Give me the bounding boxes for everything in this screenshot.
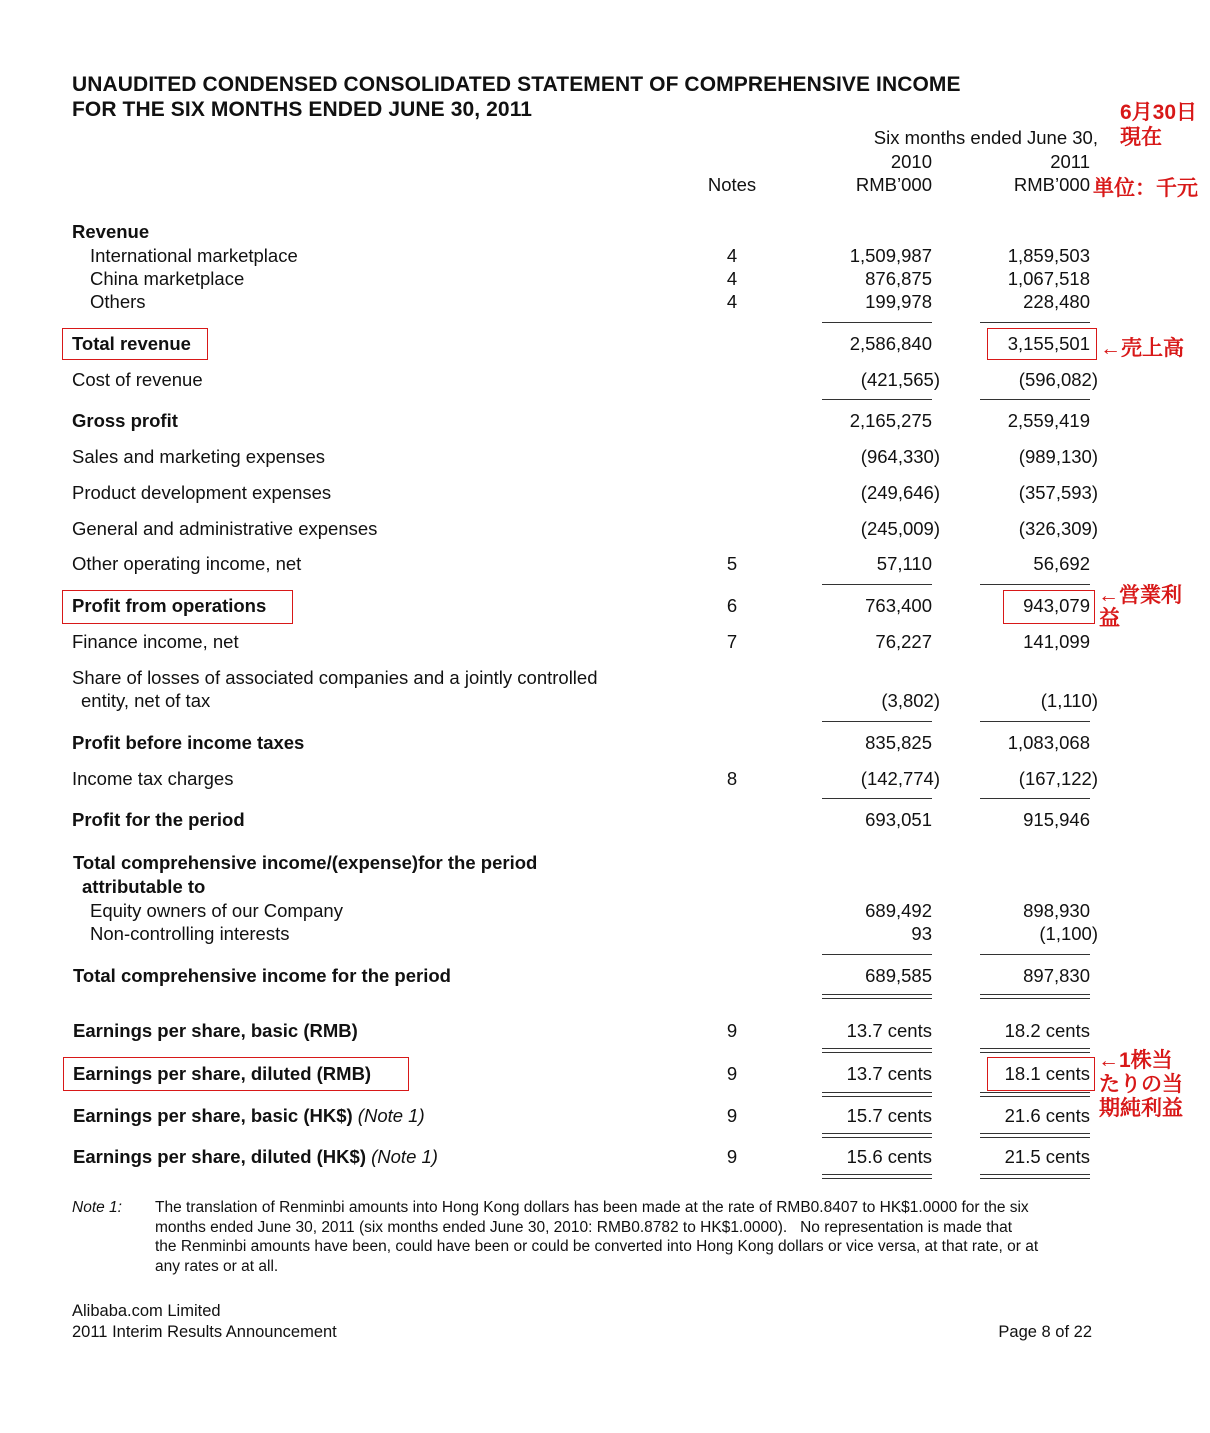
total-double-rule (980, 1133, 1090, 1138)
tci-heading-row (0, 852, 1210, 876)
annotation-current: 現在 (1120, 126, 1162, 149)
eps-basic-hkd-row (0, 1105, 1210, 1129)
annotation-eps-cont2: 期純利益 (1099, 1097, 1183, 1120)
note-ref: 4 (726, 268, 738, 289)
eps-diluted-label-highlight (63, 1057, 409, 1091)
footnote-line: the Renminbi amounts have been, could have been or could be converted into Hong Kong dollars or vice versa, at that rate, or at (155, 1238, 1039, 1255)
value-2010: 876,875 (865, 268, 932, 289)
general-admin-row (0, 518, 1210, 542)
value-2011: 1,067,518 (1007, 268, 1090, 289)
unit-2010-header: RMB’000 (855, 174, 932, 195)
annotation-op-profit: ←営業利 (1098, 584, 1182, 607)
note-1-ref: (Note 1) (357, 1105, 425, 1126)
value-2011: 1,859,503 (1007, 245, 1090, 266)
row-label (73, 1105, 425, 1127)
row-label: Product development expenses (72, 482, 332, 503)
row-label: Non-controlling interests (90, 923, 290, 944)
footnote-line: any rates or at all. (155, 1257, 279, 1275)
note-ref: 9 (726, 1146, 738, 1167)
eps-basic-rmb-row (0, 1020, 1210, 1044)
subtotal-rule (980, 721, 1090, 722)
row-label: China marketplace (90, 268, 245, 289)
product-development-row (0, 482, 1210, 506)
value-2010: 15.7 cents (846, 1105, 932, 1126)
value-2011: 3,155,501 (1007, 333, 1090, 354)
row-label: Earnings per share, diluted (RMB) (73, 1063, 372, 1084)
value-2010: 763,400 (865, 595, 932, 616)
value-2010: 76,227 (875, 631, 932, 652)
note-ref: 5 (726, 553, 738, 574)
tci-total-row (0, 965, 1210, 989)
value-2010: (3,802) (881, 690, 940, 711)
value-2010: (142,774) (860, 768, 940, 789)
profit-ops-label-highlight (62, 590, 293, 624)
gross-profit-row (0, 410, 1210, 434)
share-of-losses-row (0, 667, 1210, 691)
note-ref: 8 (726, 768, 738, 789)
row-label: Total comprehensive income/(expense)for the period (73, 852, 538, 873)
row-label: Others (90, 291, 146, 312)
value-2011: (326,309) (1018, 518, 1098, 539)
value-2010: 57,110 (876, 553, 932, 574)
row-label: entity, net of tax (81, 690, 211, 711)
period-header: Six months ended June 30, (873, 127, 1098, 148)
row-label: Sales and marketing expenses (72, 446, 325, 467)
value-2011: (596,082) (1018, 369, 1098, 390)
eps-label-text: Earnings per share, diluted (HK$) (73, 1146, 366, 1167)
value-2011: 228,480 (1023, 291, 1090, 312)
annotation-revenue: ←売上高 (1100, 337, 1184, 360)
value-2011: (1,110) (1040, 690, 1098, 711)
value-2010: 835,825 (865, 732, 932, 753)
value-2011: 21.5 cents (1004, 1146, 1090, 1167)
note-ref: 9 (726, 1063, 738, 1084)
notes-header: Notes (707, 174, 757, 195)
row-label: Other operating income, net (72, 553, 302, 574)
total-double-rule (822, 1048, 932, 1053)
value-2010: (249,646) (860, 482, 940, 503)
eps-diluted-hkd-row (0, 1146, 1210, 1170)
value-2010: 93 (911, 923, 932, 944)
row-label: General and administrative expenses (72, 518, 378, 539)
subtotal-rule (980, 399, 1090, 400)
eps-diluted-value-highlight (987, 1057, 1095, 1091)
value-2010: 199,978 (865, 291, 932, 312)
value-2011: 1,083,068 (1007, 732, 1090, 753)
income-tax-row (0, 768, 1210, 792)
profit-before-tax-row (0, 732, 1210, 756)
total-double-rule (980, 994, 1090, 999)
statement-subtitle: FOR THE SIX MONTHS ENDED JUNE 30, 2011 (72, 98, 533, 121)
subtotal-rule (822, 954, 932, 955)
total-revenue-value-highlight (987, 328, 1097, 360)
row-label: Total comprehensive income for the period (73, 965, 451, 986)
revenue-heading-row (0, 221, 1210, 245)
value-2011: (1,100) (1039, 923, 1098, 944)
note-ref: 7 (726, 631, 738, 652)
value-2010: 15.6 cents (846, 1146, 932, 1167)
value-2011: 18.2 cents (1004, 1020, 1090, 1041)
subtotal-rule (980, 954, 1090, 955)
equity-owners-row (0, 900, 1210, 924)
value-2010: 2,586,840 (849, 333, 932, 354)
value-2011: 141,099 (1023, 631, 1090, 652)
value-2011: 943,079 (1023, 595, 1090, 616)
value-2010: (245,009) (860, 518, 940, 539)
year-2010-header: 2010 (890, 151, 932, 172)
note-ref: 4 (726, 245, 738, 266)
subtotal-rule (822, 322, 932, 323)
note-1-ref: (Note 1) (371, 1146, 438, 1167)
other-operating-income-row (0, 553, 1210, 577)
value-2010: 693,051 (865, 809, 932, 830)
footnote-line: months ended June 30, 2011 (six months ended June 30, 2010: RMB0.8782 to HK$1.0000). No representation is made that (155, 1218, 1013, 1236)
value-2010: 689,585 (865, 965, 932, 986)
value-2010: 689,492 (865, 900, 932, 921)
row-label: attributable to (82, 876, 206, 897)
annotation-op-profit-cont: 益 (1099, 607, 1120, 630)
total-double-rule (980, 1092, 1090, 1097)
subtotal-rule (822, 584, 932, 585)
value-2011: 21.6 cents (1004, 1105, 1090, 1126)
international-marketplace-row (0, 245, 1210, 269)
value-2010: 1,509,987 (849, 245, 932, 266)
subtotal-rule (980, 584, 1090, 585)
value-2011: 56,692 (1033, 553, 1090, 574)
annotation-eps-cont: たりの当 (1099, 1073, 1183, 1096)
value-2010: 13.7 cents (846, 1020, 932, 1041)
value-2010: 2,165,275 (849, 410, 932, 431)
value-2011: 897,830 (1023, 965, 1090, 986)
subtotal-rule (980, 322, 1090, 323)
value-2011: 898,930 (1023, 900, 1090, 921)
row-label: Total revenue (72, 333, 191, 354)
share-of-losses-row-cont (0, 690, 1210, 714)
footer-document: 2011 Interim Results Announcement (72, 1323, 337, 1341)
value-2011: 915,946 (1023, 809, 1090, 830)
row-label: Finance income, net (72, 631, 239, 652)
footnote-text (155, 1198, 1135, 1276)
note-ref: 4 (726, 291, 738, 312)
total-double-rule (980, 1048, 1090, 1053)
total-double-rule (822, 1092, 932, 1097)
annotation-eps: ←1株当 (1098, 1049, 1173, 1072)
footer-page-number: Page 8 of 22 (998, 1323, 1092, 1341)
row-label: Gross profit (72, 410, 178, 431)
value-2011: 18.1 cents (1004, 1063, 1090, 1084)
row-label (73, 1146, 438, 1168)
row-label: Earnings per share, basic (RMB) (73, 1020, 358, 1041)
total-double-rule (980, 1174, 1090, 1179)
subtotal-rule (980, 798, 1090, 799)
cost-of-revenue-row (0, 369, 1210, 393)
row-label: Cost of revenue (72, 369, 203, 390)
subtotal-rule (822, 798, 932, 799)
row-label: Revenue (72, 221, 150, 242)
row-label: Profit from operations (72, 595, 267, 616)
statement-title: UNAUDITED CONDENSED CONSOLIDATED STATEMENT OF COMPREHENSIVE INCOME (72, 73, 961, 96)
total-double-rule (822, 1133, 932, 1138)
annotation-date: 6月30日 (1120, 101, 1198, 124)
year-2011-header: 2011 (1050, 151, 1090, 172)
sales-marketing-row (0, 446, 1210, 470)
value-2011: (167,122) (1018, 768, 1098, 789)
value-2011: (989,130) (1018, 446, 1098, 467)
row-label: International marketplace (90, 245, 298, 266)
total-double-rule (822, 994, 932, 999)
profit-ops-value-highlight (1003, 590, 1095, 624)
row-label: Share of losses of associated companies and a jointly controlled (72, 667, 598, 688)
note-ref: 6 (726, 595, 738, 616)
profit-for-period-row (0, 809, 1210, 833)
eps-label-text: Earnings per share, basic (HK$) (73, 1105, 353, 1126)
row-label: Profit before income taxes (72, 732, 305, 753)
value-2010: 13.7 cents (846, 1063, 932, 1084)
value-2011: 2,559,419 (1007, 410, 1090, 431)
note-ref: 9 (726, 1105, 738, 1126)
subtotal-rule (822, 721, 932, 722)
row-label: Income tax charges (72, 768, 234, 789)
annotation-unit: 単位：千元 (1093, 177, 1198, 200)
china-marketplace-row (0, 268, 1210, 292)
non-controlling-row (0, 923, 1210, 947)
value-2010: (421,565) (860, 369, 940, 390)
total-revenue-label-highlight (62, 328, 208, 360)
value-2010: (964,330) (860, 446, 940, 467)
finance-income-row (0, 631, 1210, 655)
footnote-label: Note 1: (72, 1199, 122, 1216)
note-ref: 9 (726, 1020, 738, 1041)
tci-heading-row-cont (0, 876, 1210, 900)
footnote-line: The translation of Renminbi amounts into Hong Kong dollars has been made at the rate of RMB0.8407 to HK$1.0000 for the six (155, 1199, 1029, 1216)
others-row (0, 291, 1210, 315)
value-2011: (357,593) (1018, 482, 1098, 503)
row-label: Equity owners of our Company (90, 900, 343, 921)
unit-2011-header: RMB’000 (1013, 174, 1090, 195)
total-double-rule (822, 1174, 932, 1179)
footer-company: Alibaba.com Limited (72, 1302, 221, 1320)
subtotal-rule (822, 399, 932, 400)
row-label: Profit for the period (72, 809, 245, 830)
